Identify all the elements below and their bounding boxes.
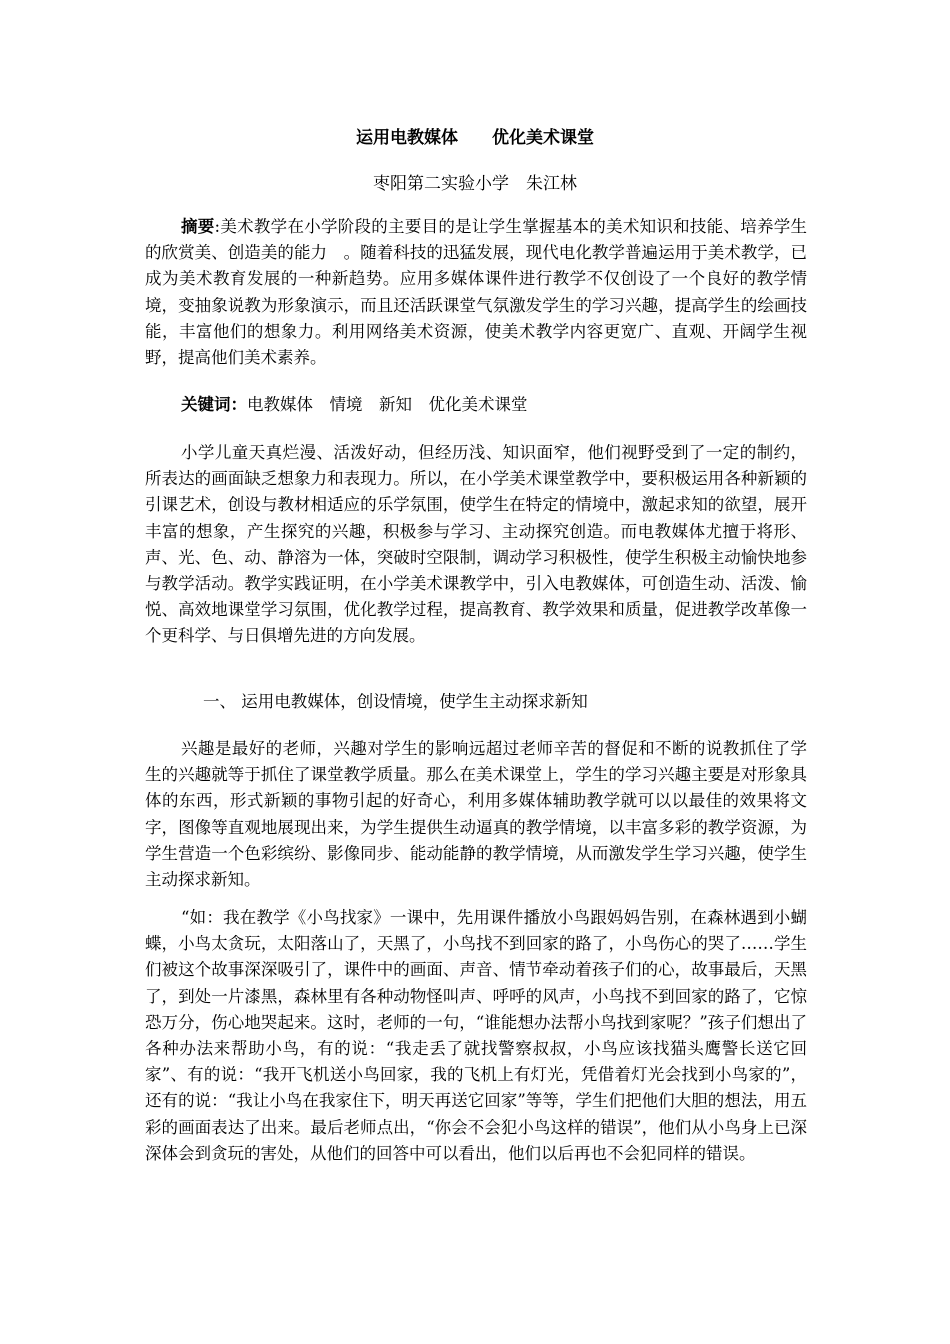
example-paragraph: “如：我在教学《小鸟找家》一课中，先用课件播放小鸟跟妈妈告别，在森林遇到小蝴蝶，小鸟太贪玩，太阳落山了，天黑了，小鸟找不到回家的路了，小鸟伤心的哭了……学生们被这个故事深深吸引了，课件中的画面、声音、情节牵动着孩子们的心，故事最后，天黑了，到处一片漆黑，森林里有各种动物怪叫声、呼呼的风声，小鸟找不到回家的路了，它惊恐万分，伤心地哭起来。这时，老师的一句，“谁能想办法帮小鸟找到家呢？”孩子们想出了各种办法来帮助小鸟，有的说：“我走丢了就找警察叔叔，小鸟应该找猫头鹰警长送它回家”、有的说：“我开飞机送小鸟回家，我的飞机上有灯光，凭借着灯光会找到小鸟家的”，还有的说：“我让小鸟在我家住下，明天再送它回家”等等，学生们把他们大胆的想法，用五彩的画面表达了出来。最后老师点出，“你会不会犯小鸟这样的错误”，他们从小鸟身上已深深体会到贪玩的害处，从他们的回答中可以看出，他们以后再也不会犯同样的错误。 [145, 908, 807, 1163]
abstract-paragraph [145, 214, 807, 371]
keywords-label: 关键词： [181, 395, 247, 414]
author-line: 枣阳第二实验小学 朱江林 [373, 174, 577, 194]
keywords-text: 电教媒体 情境 新知 优化美术课堂 [247, 395, 528, 414]
keywords-paragraph [145, 392, 807, 418]
intro-paragraph: 小学儿童天真烂漫、活泼好动，但经历浅、知识面窄，他们视野受到了一定的制约，所表达的画面缺乏想象力和表现力。所以，在小学美术课堂教学中，要积极运用各种新颖的引课艺术，创设与教材相适应的乐学氛围，使学生在特定的情境中，激起求知的欲望，展开丰富的想象，产生探究的兴趣，积极参与学习、主动探究创造。而电教媒体尤擅于将形、声、光、色、动、静溶为一体，突破时空限制，调动学习积极性，使学生积极主动愉快地参与教学活动。教学实践证明，在小学美术课教学中，引入电教媒体，可创造生动、活泼、愉悦、高效地课堂学习氛围，优化教学过程，提高教育、教学效果和质量，促进教学改革像一个更科学、与日俱增先进的方向发展。 [145, 443, 807, 646]
abstract-label: 摘要 [181, 217, 215, 236]
abstract-text: :美术教学在小学阶段的主要目的是让学生掌握基本的美术知识和技能、培养学生的欣赏美、创造美的能力 。随着科技的迅猛发展，现代电化教学普遍运用于美术教学，已成为美术教育发展的一种新趋势。应用多媒体课件进行教学不仅创设了一个良好的教学情境，变抽象说教为形象演示，而且还活跃课堂气氛激发学生的学习兴趣，提高学生的绘画技能，丰富他们的想象力。利用网络美术资源，使美术教学内容更宽广、直观、开阔学生视野，提高他们美术素养。 [145, 217, 808, 368]
section-paragraph: 兴趣是最好的老师，兴趣对学生的影响远超过老师辛苦的督促和不断的说教抓住了学生的兴趣就等于抓住了课堂教学质量。那么在美术课堂上，学生的学习兴趣主要是对形象具体的东西，形式新颖的事物引起的好奇心，利用多媒体辅助教学就可以以最佳的效果将文字，图像等直观地展现出来，为学生提供生动逼真的教学情境，以丰富多彩的教学资源，为学生营造一个色彩缤纷、影像同步、能动能静的教学情境，从而激发学生学习兴趣，使学生主动探求新知。 [145, 739, 807, 890]
document-title: 运用电教媒体 优化美术课堂 [356, 128, 594, 148]
section-heading: 一、 运用电教媒体，创设情境，使学生主动探求新知 [203, 692, 588, 711]
